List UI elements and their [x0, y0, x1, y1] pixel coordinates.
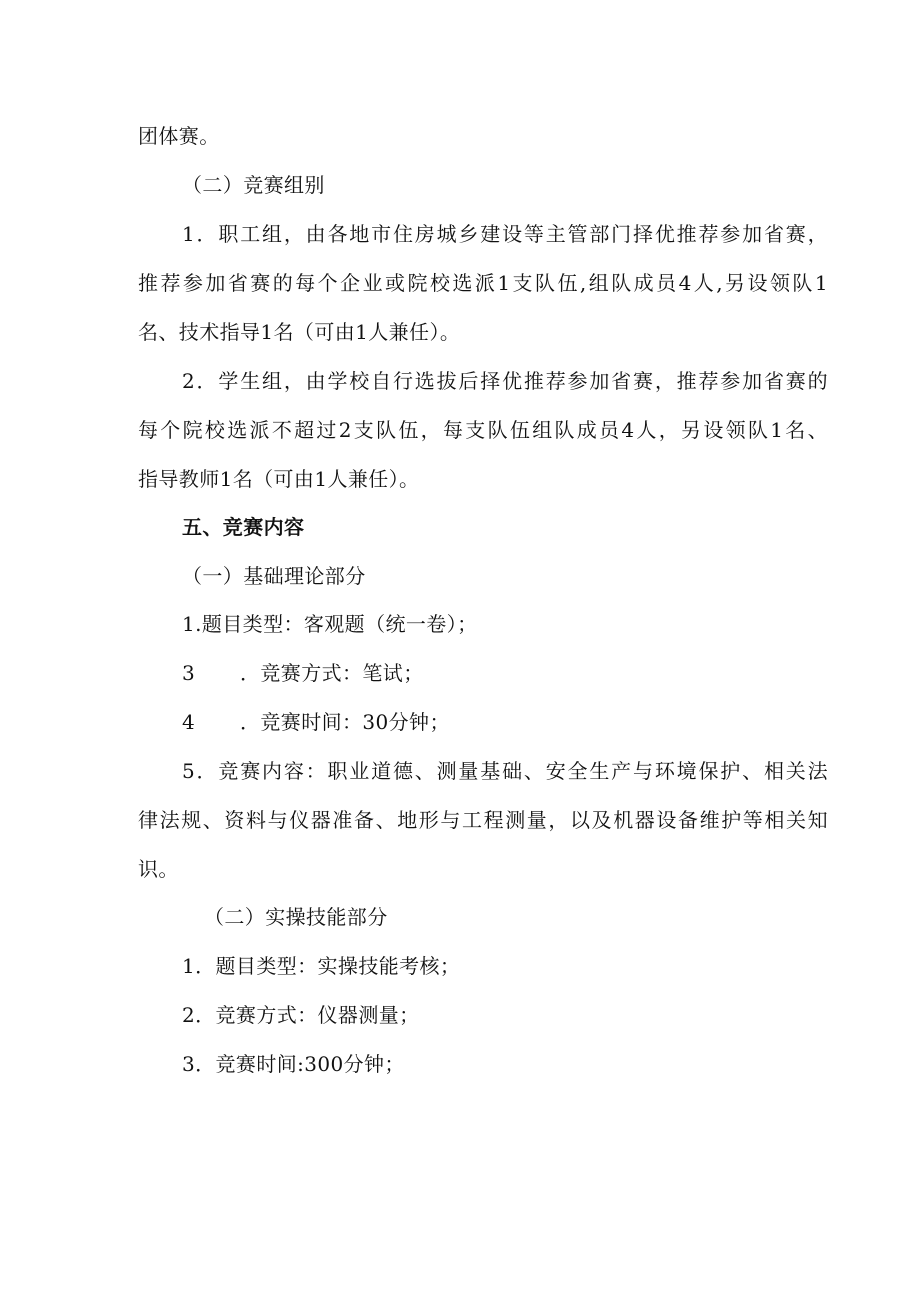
- paragraph-line: [138, 416, 828, 444]
- paragraph-text: 5．竞赛内容：职业道德、测量基础、安全生产与环境保护、相关法: [182, 759, 828, 783]
- paragraph-line: 指导教师1名（可由1人兼任）。: [138, 467, 420, 491]
- paragraph-line: 名、技术指导1名（可由1人兼任）。: [138, 320, 461, 344]
- paragraph-text: 1．职工组，由各地市住房城乡建设等主管部门择优推荐参加省赛，: [182, 222, 828, 246]
- list-item-number: 4: [182, 710, 196, 734]
- list-item-text: ．竞赛方式：笔试；: [240, 661, 424, 685]
- list-item-text: ．竞赛时间：30分钟；: [240, 710, 450, 734]
- paragraph-text: 2．学生组，由学校自行选拔后择优推荐参加省赛，推荐参加省赛的: [182, 369, 828, 393]
- paragraph-line: 识。: [138, 857, 179, 881]
- paragraph-text: 推荐参加省赛的每个企业或院校选派1支队伍,组队成员4人,另设领队1: [138, 271, 828, 295]
- paragraph-line: [138, 269, 828, 297]
- list-item: [182, 708, 450, 736]
- subsection-heading: （一）基础理论部分: [182, 564, 366, 588]
- paragraph-line: [138, 806, 828, 834]
- text-line: 团体赛。: [138, 124, 220, 148]
- paragraph-line: [182, 757, 828, 785]
- subsection-heading: （二）竞赛组别: [182, 173, 325, 197]
- list-item: 1.题目类型：客观题（统一卷）；: [182, 612, 478, 636]
- section-heading: 五、竞赛内容: [182, 515, 305, 539]
- subsection-heading: （二）实操技能部分: [204, 905, 388, 929]
- list-item: [182, 659, 424, 687]
- list-item: 1．题目类型：实操技能考核；: [182, 954, 461, 978]
- list-item: 3．竞赛时间:300分钟；: [182, 1052, 405, 1076]
- list-item: 2．竞赛方式：仪器测量；: [182, 1003, 420, 1027]
- list-item-number: 3: [182, 661, 196, 685]
- paragraph-line: [182, 220, 828, 248]
- paragraph-text: 每个院校选派不超过2支队伍，每支队伍组队成员4人，另设领队1名、: [138, 418, 828, 442]
- paragraph-text: 律法规、资料与仪器准备、地形与工程测量，以及机器设备维护等相关知: [138, 808, 828, 832]
- paragraph-line: [182, 367, 828, 395]
